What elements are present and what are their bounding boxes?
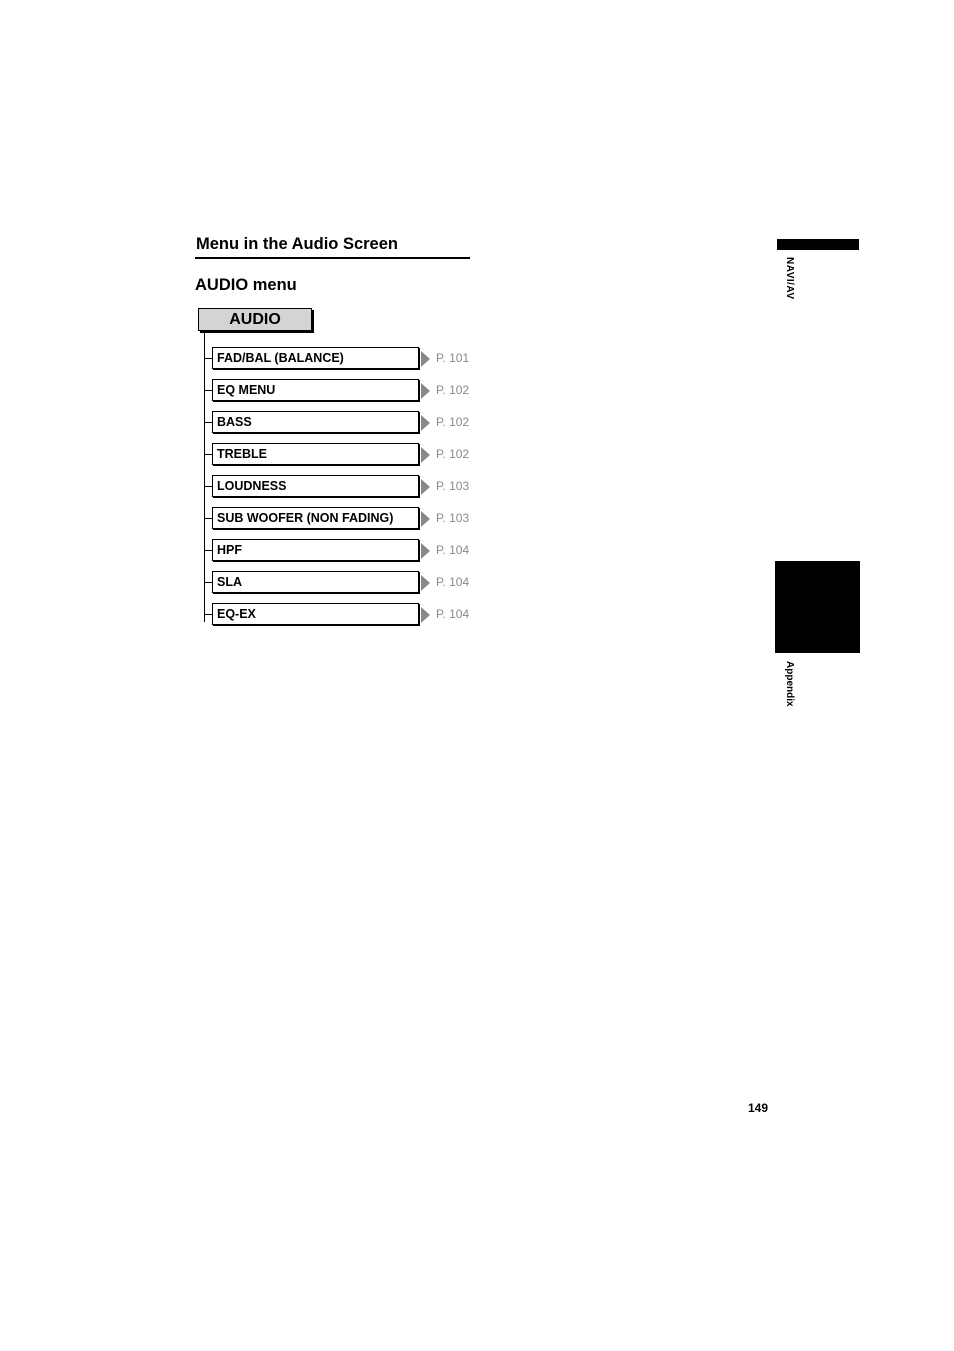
arrow-right-icon	[421, 543, 430, 559]
page-reference: P. 104	[436, 575, 470, 589]
menu-item-eq-ex	[204, 603, 484, 627]
tree-branch	[204, 518, 212, 519]
tree-branch	[204, 422, 212, 423]
navi-av-tab-bar	[777, 239, 859, 250]
menu-item-hpf	[204, 539, 484, 563]
page-reference: P. 102	[436, 447, 470, 461]
menu-item-label: EQ MENU	[212, 379, 419, 401]
menu-item-label: BASS	[212, 411, 419, 433]
appendix-tab-block	[775, 561, 860, 653]
section-title: Menu in the Audio Screen	[196, 235, 398, 253]
menu-item-bass	[204, 411, 484, 435]
arrow-right-icon	[421, 447, 430, 463]
tree-branch	[204, 454, 212, 455]
menu-item-label: FAD/BAL (BALANCE)	[212, 347, 419, 369]
page-reference: P. 104	[436, 543, 470, 557]
page-reference: P. 104	[436, 607, 470, 621]
page-reference: P. 102	[436, 383, 470, 397]
tree-branch	[204, 582, 212, 583]
menu-title: AUDIO menu	[195, 276, 297, 294]
menu-item-eq-menu	[204, 379, 484, 403]
section-divider	[195, 257, 470, 259]
arrow-right-icon	[421, 511, 430, 527]
arrow-right-icon	[421, 383, 430, 399]
page-number: 149	[748, 1101, 769, 1115]
menu-item-label: TREBLE	[212, 443, 419, 465]
tree-branch	[204, 390, 212, 391]
tree-branch	[204, 550, 212, 551]
appendix-tab-label: Appendix	[784, 661, 795, 707]
arrow-right-icon	[421, 575, 430, 591]
page-reference: P. 102	[436, 415, 470, 429]
page-reference: P. 101	[436, 351, 470, 365]
tree-branch	[204, 614, 212, 615]
menu-item-label: EQ-EX	[212, 603, 419, 625]
navi-av-tab-label: NAVI/AV	[784, 257, 795, 300]
menu-item-fad-bal	[204, 347, 484, 371]
menu-item-sub-woofer	[204, 507, 484, 531]
menu-item-label: LOUDNESS	[212, 475, 419, 497]
arrow-right-icon	[421, 351, 430, 367]
audio-root-box: AUDIO	[198, 308, 312, 331]
tree-branch	[204, 358, 212, 359]
menu-item-loudness	[204, 475, 484, 499]
page-reference: P. 103	[436, 511, 470, 525]
menu-item-sla	[204, 571, 484, 595]
arrow-right-icon	[421, 479, 430, 495]
menu-item-label: SUB WOOFER (NON FADING)	[212, 507, 419, 529]
arrow-right-icon	[421, 607, 430, 623]
tree-branch	[204, 486, 212, 487]
page-reference: P. 103	[436, 479, 470, 493]
arrow-right-icon	[421, 415, 430, 431]
menu-item-label: HPF	[212, 539, 419, 561]
menu-item-treble	[204, 443, 484, 467]
menu-item-label: SLA	[212, 571, 419, 593]
